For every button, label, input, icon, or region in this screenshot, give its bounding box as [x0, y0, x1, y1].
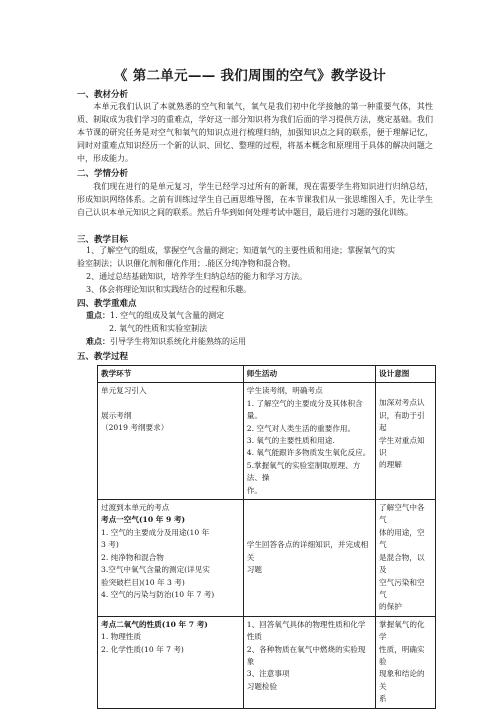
- section-heading-keypoints: 四、教学重难点: [77, 299, 137, 309]
- key-points-row: [86, 309, 224, 322]
- table-cell-intent: [376, 383, 436, 500]
- section-heading-goals: 三、教学目标: [77, 235, 129, 245]
- table-cell-activity: [243, 500, 375, 617]
- goal-2: 2、通过总结基础知识，培养学生归纳总结的能力和学习方法。: [86, 272, 308, 281]
- difficulty-text: 引导学生将知识系统化并能熟练的运用: [110, 337, 246, 346]
- cell-text: 展示考纲: [101, 410, 132, 420]
- cell-text: 1、回答氧气具体的物理性质和化学性质: [246, 619, 366, 642]
- cell-text: 作。: [246, 485, 262, 495]
- cell-text: 3、注意事项: [246, 669, 290, 679]
- cell-text: 学生回答各点的详细知识，并完成相关: [246, 540, 369, 562]
- cell-text: 1. 空气的主要成分及用途(10 年: [101, 527, 210, 537]
- cell-text: 2. 化学性质(10 年 7 考): [101, 644, 184, 654]
- key-point-2: 2. 氧气的性质和实验室制法: [109, 324, 208, 333]
- key-point-1: 1. 空气的组成及氧气含量的测定: [110, 311, 225, 320]
- teaching-process-table: [97, 365, 436, 709]
- cell-text: 是混合物，以及: [379, 552, 425, 575]
- cell-text: 2、各种物质在氧气中燃烧的实验现象: [246, 644, 366, 666]
- table-cell-stage: [98, 616, 244, 708]
- table-header-cell: 设计意图: [376, 366, 436, 383]
- goal-1-line-b: 验室制法；认识催化剂和催化作用；.能区分纯净物和混合物。: [77, 259, 296, 268]
- table-header-cell: 教学环节: [98, 366, 244, 383]
- cell-text: 掌握氧气的化学: [379, 619, 425, 642]
- table-cell-intent: [376, 616, 436, 708]
- cell-text: 系: [379, 694, 387, 704]
- cell-text: 性质，明确实验: [379, 644, 425, 666]
- cell-text: 识，有助于引起: [379, 410, 425, 433]
- cell-text: 体的用途，空气: [379, 527, 425, 550]
- section-heading-materials: 一、教材分析: [77, 90, 129, 100]
- cell-text: 3 考): [101, 540, 119, 550]
- cell-text: 1. 了解空气的主要成分及其体积含量。: [246, 398, 363, 421]
- cell-text: 1. 物理性质: [101, 632, 142, 642]
- cell-text: 3. 氧气的主要性质和用途.: [246, 436, 335, 446]
- cell-text: 4. 空气的污染与防治(10 年 7 考): [101, 589, 215, 599]
- difficulty-label: 难点：: [86, 336, 110, 346]
- cell-text: 3.空气中氧气含量的测定(详见实: [101, 565, 210, 575]
- goal-1-line-a: 1、了解空气的组成，掌握空气含量的测定；知道氧气的主要性质和用途；掌握氧气的实: [86, 246, 396, 255]
- materials-analysis-text: 本单元我们认识了本就熟悉的空气和氧气，氧气是我们初中化学接触的第一种重要气体，其性质、制取成为我们学习的重难点，学好这一部分知识将为我们后面的学习提供方法，奠定基础。我们本节课的研究任务是对空气和氧气的知识点进行梳理归纳，加强知识点之间的联系，便于理解记忆，同时对重难点知识经历一个新的认识、回忆、整理的过程，将基本概念和原理用于具体的解决问题之中，形成能力。: [77, 102, 433, 163]
- cell-text: 过渡到本单元的考点: [101, 503, 170, 513]
- table-row: [98, 500, 436, 617]
- section-heading-students: 二、学情分析: [77, 169, 129, 179]
- cell-text: 习题: [246, 565, 262, 575]
- cell-text: 2. 空气对人类生活的重要作用。: [246, 423, 356, 433]
- materials-analysis-paragraph: [77, 100, 433, 165]
- cell-text: 了解空气中各气: [379, 503, 425, 525]
- table-row: [98, 383, 436, 500]
- students-analysis-text: 我们现在进行的是单元复习，学生已经学习过所有的新课，现在需要学生将知识进行归纳总结，形成知识网络体系。之前有训练过学生自己画思维导图，在本节课我们从一张思维图入手，先让学生自己认识本单元知识之间的联系。然后升华到如何处理考试中题目，最后进行习题的强化训练。: [77, 182, 433, 217]
- students-analysis-paragraph: [77, 180, 433, 219]
- cell-text: 习题检验: [246, 681, 278, 691]
- document-title: 《 第二单元—— 我们周围的空气》教学设计: [113, 68, 387, 84]
- cell-text: 空气污染和空气: [379, 577, 425, 599]
- cell-text: 单元复习引入: [101, 386, 147, 396]
- table-row: [98, 616, 436, 708]
- goal-3: 3、体会将理论知识和实践结合的过程和乐趣。: [86, 285, 252, 294]
- cell-text: 学生对重点知识: [379, 435, 425, 458]
- section-heading-process: 五、教学过程: [77, 352, 129, 362]
- difficulty-row: [86, 335, 246, 348]
- table-cell-stage: [98, 383, 244, 500]
- table-cell-stage: [98, 500, 244, 617]
- cell-text: 学生读考纲，明确考点: [246, 386, 323, 396]
- key-points-label: 重点：: [86, 310, 110, 320]
- cell-text: 现象和结论的关: [379, 669, 425, 691]
- cell-text: 的理解: [379, 460, 402, 470]
- table-cell-intent: [376, 500, 436, 617]
- cell-text: 的保护: [379, 602, 402, 612]
- table-header-cell: 师生活动: [243, 366, 375, 383]
- cell-text: 5.掌握氧气的实验室制取原理、方法、操: [246, 460, 361, 483]
- table-header-row: [98, 366, 436, 383]
- cell-text: 考点二氧气的性质(10 年 7 考): [101, 619, 208, 629]
- cell-text: 4. 氧气能跟许多物质发生氧化反应。: [246, 448, 371, 458]
- table-cell-activity: [243, 616, 375, 708]
- cell-text: 考点一空气(10 年 9 考): [101, 515, 186, 525]
- cell-text: （2019 考纲要求）: [101, 423, 169, 433]
- cell-text: 验突破栏目)(10 年 3 考): [101, 577, 185, 587]
- table-cell-activity: [243, 383, 375, 500]
- cell-text: 加深对考点认: [379, 398, 425, 408]
- cell-text: 2. 纯净物和混合物: [101, 552, 164, 562]
